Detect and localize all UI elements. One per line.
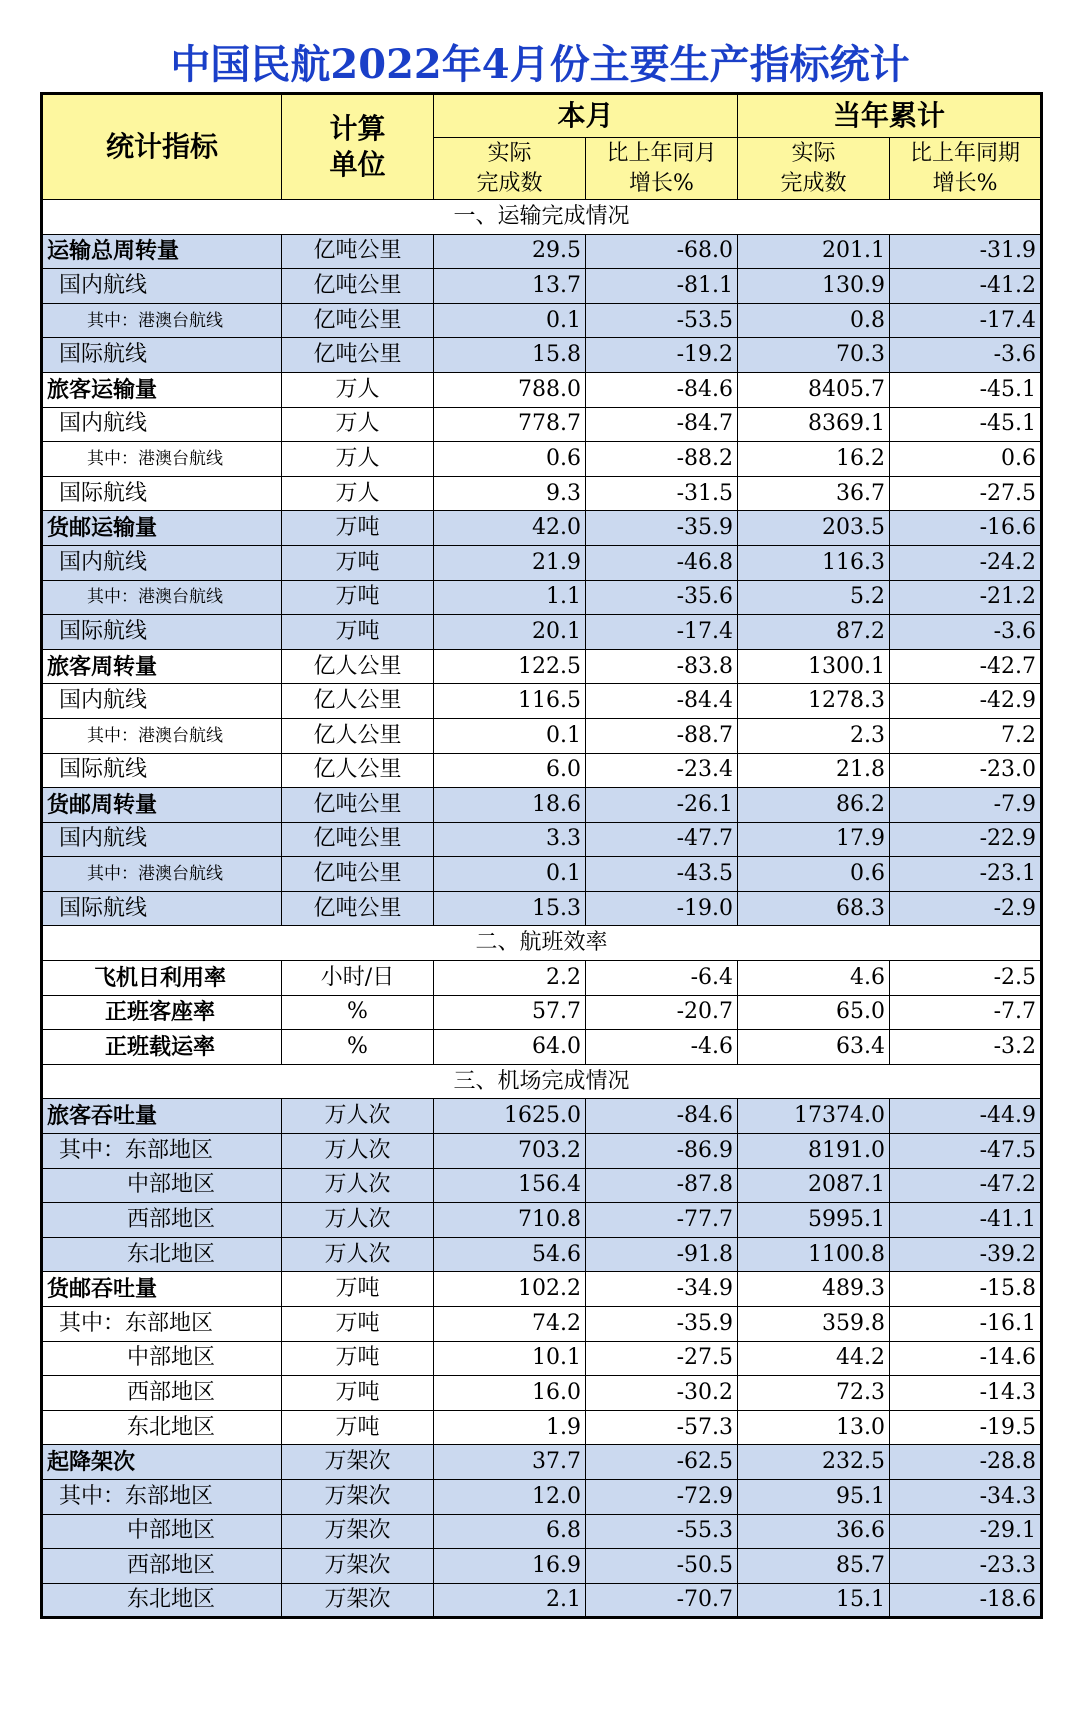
unit-cell: 万吨 <box>282 511 434 546</box>
month-growth-cell: -31.5 <box>586 476 738 511</box>
month-actual-cell: 102.2 <box>434 1272 586 1307</box>
indicator-name: 国内航线 <box>42 684 282 719</box>
month-actual-cell: 122.5 <box>434 649 586 684</box>
table-row <box>42 1341 1042 1376</box>
unit-cell: 小时/日 <box>282 961 434 996</box>
unit-cell: 万吨 <box>282 1376 434 1411</box>
ytd-actual-cell: 0.6 <box>738 857 890 892</box>
month-actual-cell: 710.8 <box>434 1203 586 1238</box>
header-month-actual: 实际 完成数 <box>434 138 586 200</box>
ytd-growth-cell: -2.5 <box>890 961 1042 996</box>
table-row <box>42 788 1042 823</box>
month-growth-cell: -35.9 <box>586 1307 738 1342</box>
indicator-name: 西部地区 <box>42 1549 282 1584</box>
indicator-name: 飞机日利用率 <box>42 961 282 996</box>
unit-cell: 万架次 <box>282 1549 434 1584</box>
ytd-actual-cell: 15.1 <box>738 1583 890 1618</box>
ytd-actual-cell: 16.2 <box>738 442 890 477</box>
indicator-name: 其中：港澳台航线 <box>42 442 282 477</box>
month-actual-cell: 37.7 <box>434 1445 586 1480</box>
unit-cell: 万吨 <box>282 615 434 650</box>
month-growth-cell: -20.7 <box>586 995 738 1030</box>
ytd-actual-cell: 21.8 <box>738 753 890 788</box>
ytd-actual-cell: 2.3 <box>738 718 890 753</box>
indicator-name: 起降架次 <box>42 1445 282 1480</box>
section-title: 二、航班效率 <box>42 926 1042 961</box>
month-growth-cell: -19.2 <box>586 338 738 373</box>
month-growth-cell: -27.5 <box>586 1341 738 1376</box>
month-growth-cell: -88.2 <box>586 442 738 477</box>
unit-cell: 亿人公里 <box>282 684 434 719</box>
unit-cell: 亿吨公里 <box>282 788 434 823</box>
ytd-growth-cell: -22.9 <box>890 822 1042 857</box>
stats-table-container <box>40 92 1040 1619</box>
month-growth-cell: -19.0 <box>586 891 738 926</box>
unit-cell: 亿吨公里 <box>282 234 434 269</box>
month-actual-cell: 64.0 <box>434 1030 586 1065</box>
table-row <box>42 338 1042 373</box>
month-growth-cell: -62.5 <box>586 1445 738 1480</box>
unit-cell: 亿吨公里 <box>282 857 434 892</box>
ytd-actual-cell: 68.3 <box>738 891 890 926</box>
month-actual-cell: 6.0 <box>434 753 586 788</box>
month-growth-cell: -86.9 <box>586 1134 738 1169</box>
unit-cell: 万人 <box>282 476 434 511</box>
ytd-actual-cell: 8405.7 <box>738 372 890 407</box>
ytd-growth-cell: -17.4 <box>890 303 1042 338</box>
month-growth-cell: -84.6 <box>586 372 738 407</box>
header-month-growth: 比上年同月 增长% <box>586 138 738 200</box>
table-row <box>42 753 1042 788</box>
table-row <box>42 649 1042 684</box>
unit-cell: 万人 <box>282 372 434 407</box>
table-row <box>42 545 1042 580</box>
unit-cell: 亿人公里 <box>282 753 434 788</box>
table-row <box>42 961 1042 996</box>
month-growth-cell: -23.4 <box>586 753 738 788</box>
indicator-name: 旅客运输量 <box>42 372 282 407</box>
ytd-actual-cell: 86.2 <box>738 788 890 823</box>
ytd-actual-cell: 359.8 <box>738 1307 890 1342</box>
month-growth-cell: -53.5 <box>586 303 738 338</box>
ytd-growth-cell: -28.8 <box>890 1445 1042 1480</box>
ytd-growth-cell: -44.9 <box>890 1099 1042 1134</box>
ytd-growth-cell: -47.2 <box>890 1168 1042 1203</box>
unit-cell: 亿吨公里 <box>282 338 434 373</box>
ytd-growth-cell: -42.9 <box>890 684 1042 719</box>
ytd-actual-cell: 63.4 <box>738 1030 890 1065</box>
table-row <box>42 1376 1042 1411</box>
table-row <box>42 1479 1042 1514</box>
indicator-name: 西部地区 <box>42 1376 282 1411</box>
indicator-name: 旅客吞吐量 <box>42 1099 282 1134</box>
unit-cell: 万架次 <box>282 1514 434 1549</box>
ytd-growth-cell: -21.2 <box>890 580 1042 615</box>
month-growth-cell: -81.1 <box>586 269 738 304</box>
stats-table-body <box>42 200 1042 1618</box>
month-actual-cell: 0.6 <box>434 442 586 477</box>
unit-cell: 万人 <box>282 407 434 442</box>
indicator-name: 货邮周转量 <box>42 788 282 823</box>
ytd-growth-cell: -23.3 <box>890 1549 1042 1584</box>
month-growth-cell: -72.9 <box>586 1479 738 1514</box>
table-row <box>42 1099 1042 1134</box>
ytd-growth-cell: -3.2 <box>890 1030 1042 1065</box>
table-row <box>42 1237 1042 1272</box>
unit-cell: 万人次 <box>282 1134 434 1169</box>
ytd-actual-cell: 1300.1 <box>738 649 890 684</box>
month-growth-cell: -77.7 <box>586 1203 738 1238</box>
month-actual-cell: 116.5 <box>434 684 586 719</box>
ytd-actual-cell: 203.5 <box>738 511 890 546</box>
table-row <box>42 822 1042 857</box>
ytd-actual-cell: 87.2 <box>738 615 890 650</box>
month-actual-cell: 2.1 <box>434 1583 586 1618</box>
unit-cell: 亿吨公里 <box>282 269 434 304</box>
indicator-name: 中部地区 <box>42 1341 282 1376</box>
ytd-growth-cell: -16.1 <box>890 1307 1042 1342</box>
unit-cell: 万人次 <box>282 1203 434 1238</box>
indicator-name: 国际航线 <box>42 891 282 926</box>
table-row <box>42 1514 1042 1549</box>
ytd-growth-cell: -15.8 <box>890 1272 1042 1307</box>
indicator-name: 其中：港澳台航线 <box>42 718 282 753</box>
indicator-name: 国际航线 <box>42 753 282 788</box>
indicator-name: 货邮吞吐量 <box>42 1272 282 1307</box>
month-actual-cell: 15.8 <box>434 338 586 373</box>
table-row <box>42 718 1042 753</box>
unit-cell: 万架次 <box>282 1479 434 1514</box>
month-growth-cell: -84.6 <box>586 1099 738 1134</box>
month-actual-cell: 3.3 <box>434 822 586 857</box>
ytd-growth-cell: -2.9 <box>890 891 1042 926</box>
indicator-name: 运输总周转量 <box>42 234 282 269</box>
ytd-actual-cell: 36.6 <box>738 1514 890 1549</box>
header-this-month: 本月 <box>434 94 738 138</box>
ytd-actual-cell: 85.7 <box>738 1549 890 1584</box>
section-title: 三、机场完成情况 <box>42 1064 1042 1099</box>
ytd-actual-cell: 70.3 <box>738 338 890 373</box>
month-growth-cell: -55.3 <box>586 1514 738 1549</box>
indicator-name: 国际航线 <box>42 476 282 511</box>
table-row <box>42 1272 1042 1307</box>
ytd-growth-cell: -18.6 <box>890 1583 1042 1618</box>
ytd-actual-cell: 8369.1 <box>738 407 890 442</box>
table-row <box>42 407 1042 442</box>
month-growth-cell: -4.6 <box>586 1030 738 1065</box>
ytd-actual-cell: 2087.1 <box>738 1168 890 1203</box>
unit-cell: 万吨 <box>282 1341 434 1376</box>
month-growth-cell: -35.6 <box>586 580 738 615</box>
ytd-actual-cell: 65.0 <box>738 995 890 1030</box>
unit-cell: 万人 <box>282 442 434 477</box>
ytd-actual-cell: 232.5 <box>738 1445 890 1480</box>
month-growth-cell: -35.9 <box>586 511 738 546</box>
unit-cell: 万吨 <box>282 1307 434 1342</box>
unit-cell: 亿吨公里 <box>282 891 434 926</box>
table-row <box>42 234 1042 269</box>
indicator-name: 其中：港澳台航线 <box>42 303 282 338</box>
month-actual-cell: 20.1 <box>434 615 586 650</box>
table-row <box>42 269 1042 304</box>
indicator-name: 西部地区 <box>42 1203 282 1238</box>
table-row <box>42 476 1042 511</box>
ytd-actual-cell: 0.8 <box>738 303 890 338</box>
unit-cell: 万吨 <box>282 1272 434 1307</box>
month-actual-cell: 2.2 <box>434 961 586 996</box>
month-growth-cell: -6.4 <box>586 961 738 996</box>
indicator-name: 国内航线 <box>42 822 282 857</box>
ytd-actual-cell: 489.3 <box>738 1272 890 1307</box>
table-row <box>42 303 1042 338</box>
unit-cell: 亿人公里 <box>282 718 434 753</box>
ytd-growth-cell: -27.5 <box>890 476 1042 511</box>
table-row <box>42 1307 1042 1342</box>
table-row <box>42 1549 1042 1584</box>
ytd-growth-cell: -41.1 <box>890 1203 1042 1238</box>
month-actual-cell: 16.9 <box>434 1549 586 1584</box>
table-row <box>42 1583 1042 1618</box>
table-row <box>42 857 1042 892</box>
ytd-growth-cell: -24.2 <box>890 545 1042 580</box>
month-actual-cell: 0.1 <box>434 303 586 338</box>
ytd-actual-cell: 36.7 <box>738 476 890 511</box>
table-row <box>42 995 1042 1030</box>
month-actual-cell: 21.9 <box>434 545 586 580</box>
ytd-growth-cell: 7.2 <box>890 718 1042 753</box>
month-growth-cell: -17.4 <box>586 615 738 650</box>
ytd-growth-cell: -3.6 <box>890 615 1042 650</box>
month-actual-cell: 15.3 <box>434 891 586 926</box>
indicator-name: 正班客座率 <box>42 995 282 1030</box>
header-ytd-growth: 比上年同期 增长% <box>890 138 1042 200</box>
month-growth-cell: -46.8 <box>586 545 738 580</box>
header-indicator: 统计指标 <box>42 94 282 200</box>
table-row <box>42 684 1042 719</box>
ytd-growth-cell: -34.3 <box>890 1479 1042 1514</box>
month-actual-cell: 74.2 <box>434 1307 586 1342</box>
ytd-actual-cell: 72.3 <box>738 1376 890 1411</box>
month-actual-cell: 0.1 <box>434 718 586 753</box>
month-actual-cell: 12.0 <box>434 1479 586 1514</box>
ytd-growth-cell: -14.3 <box>890 1376 1042 1411</box>
month-growth-cell: -43.5 <box>586 857 738 892</box>
ytd-actual-cell: 44.2 <box>738 1341 890 1376</box>
month-actual-cell: 778.7 <box>434 407 586 442</box>
month-actual-cell: 29.5 <box>434 234 586 269</box>
month-growth-cell: -34.9 <box>586 1272 738 1307</box>
ytd-actual-cell: 1278.3 <box>738 684 890 719</box>
ytd-growth-cell: -42.7 <box>890 649 1042 684</box>
ytd-growth-cell: -39.2 <box>890 1237 1042 1272</box>
month-growth-cell: -50.5 <box>586 1549 738 1584</box>
table-row <box>42 1030 1042 1065</box>
unit-cell: 万架次 <box>282 1445 434 1480</box>
ytd-actual-cell: 201.1 <box>738 234 890 269</box>
table-row <box>42 1445 1042 1480</box>
unit-cell: 万人次 <box>282 1099 434 1134</box>
unit-cell: 万吨 <box>282 580 434 615</box>
indicator-name: 其中：港澳台航线 <box>42 580 282 615</box>
ytd-growth-cell: -45.1 <box>890 372 1042 407</box>
ytd-actual-cell: 17374.0 <box>738 1099 890 1134</box>
unit-cell: 万架次 <box>282 1583 434 1618</box>
table-row <box>42 1168 1042 1203</box>
month-growth-cell: -57.3 <box>586 1410 738 1445</box>
ytd-growth-cell: -23.0 <box>890 753 1042 788</box>
header-ytd-actual: 实际 完成数 <box>738 138 890 200</box>
month-growth-cell: -84.7 <box>586 407 738 442</box>
unit-cell: 亿吨公里 <box>282 303 434 338</box>
indicator-name: 东北地区 <box>42 1410 282 1445</box>
ytd-actual-cell: 130.9 <box>738 269 890 304</box>
indicator-name: 其中：东部地区 <box>42 1307 282 1342</box>
ytd-actual-cell: 5.2 <box>738 580 890 615</box>
month-actual-cell: 10.1 <box>434 1341 586 1376</box>
stats-table <box>40 92 1043 1619</box>
page-title: 中国民航2022年4月份主要生产指标统计 <box>170 41 910 88</box>
month-actual-cell: 1.9 <box>434 1410 586 1445</box>
month-growth-cell: -70.7 <box>586 1583 738 1618</box>
ytd-actual-cell: 95.1 <box>738 1479 890 1514</box>
indicator-name: 东北地区 <box>42 1237 282 1272</box>
month-actual-cell: 1625.0 <box>434 1099 586 1134</box>
header-unit: 计算 单位 <box>282 94 434 200</box>
month-actual-cell: 18.6 <box>434 788 586 823</box>
ytd-actual-cell: 17.9 <box>738 822 890 857</box>
month-actual-cell: 42.0 <box>434 511 586 546</box>
ytd-actual-cell: 4.6 <box>738 961 890 996</box>
month-actual-cell: 54.6 <box>434 1237 586 1272</box>
indicator-name: 正班载运率 <box>42 1030 282 1065</box>
table-row <box>42 511 1042 546</box>
month-growth-cell: -26.1 <box>586 788 738 823</box>
indicator-name: 其中：港澳台航线 <box>42 857 282 892</box>
section-row <box>42 1064 1042 1099</box>
ytd-growth-cell: -3.6 <box>890 338 1042 373</box>
unit-cell: % <box>282 995 434 1030</box>
indicator-name: 国际航线 <box>42 338 282 373</box>
section-title: 一、运输完成情况 <box>42 200 1042 235</box>
ytd-actual-cell: 13.0 <box>738 1410 890 1445</box>
table-row <box>42 1410 1042 1445</box>
month-growth-cell: -84.4 <box>586 684 738 719</box>
month-actual-cell: 788.0 <box>434 372 586 407</box>
ytd-actual-cell: 5995.1 <box>738 1203 890 1238</box>
table-row <box>42 615 1042 650</box>
ytd-growth-cell: -29.1 <box>890 1514 1042 1549</box>
month-actual-cell: 0.1 <box>434 857 586 892</box>
month-actual-cell: 1.1 <box>434 580 586 615</box>
table-row <box>42 372 1042 407</box>
unit-cell: 万人次 <box>282 1168 434 1203</box>
ytd-growth-cell: -31.9 <box>890 234 1042 269</box>
section-row <box>42 200 1042 235</box>
indicator-name: 国内航线 <box>42 407 282 442</box>
month-growth-cell: -30.2 <box>586 1376 738 1411</box>
ytd-actual-cell: 1100.8 <box>738 1237 890 1272</box>
month-actual-cell: 6.8 <box>434 1514 586 1549</box>
month-growth-cell: -87.8 <box>586 1168 738 1203</box>
ytd-growth-cell: 0.6 <box>890 442 1042 477</box>
ytd-actual-cell: 8191.0 <box>738 1134 890 1169</box>
unit-cell: 万吨 <box>282 545 434 580</box>
ytd-growth-cell: -45.1 <box>890 407 1042 442</box>
ytd-growth-cell: -7.9 <box>890 788 1042 823</box>
ytd-growth-cell: -23.1 <box>890 857 1042 892</box>
ytd-growth-cell: -16.6 <box>890 511 1042 546</box>
ytd-growth-cell: -19.5 <box>890 1410 1042 1445</box>
month-growth-cell: -68.0 <box>586 234 738 269</box>
indicator-name: 国内航线 <box>42 545 282 580</box>
unit-cell: 亿人公里 <box>282 649 434 684</box>
indicator-name: 中部地区 <box>42 1514 282 1549</box>
indicator-name: 国内航线 <box>42 269 282 304</box>
indicator-name: 其中：东部地区 <box>42 1479 282 1514</box>
month-growth-cell: -91.8 <box>586 1237 738 1272</box>
ytd-growth-cell: -7.7 <box>890 995 1042 1030</box>
month-growth-cell: -47.7 <box>586 822 738 857</box>
ytd-growth-cell: -47.5 <box>890 1134 1042 1169</box>
section-row <box>42 926 1042 961</box>
header-ytd: 当年累计 <box>738 94 1042 138</box>
table-row <box>42 1203 1042 1238</box>
table-row <box>42 1134 1042 1169</box>
month-actual-cell: 703.2 <box>434 1134 586 1169</box>
ytd-growth-cell: -14.6 <box>890 1341 1042 1376</box>
table-row <box>42 891 1042 926</box>
indicator-name: 中部地区 <box>42 1168 282 1203</box>
month-actual-cell: 57.7 <box>434 995 586 1030</box>
unit-cell: 万人次 <box>282 1237 434 1272</box>
ytd-actual-cell: 116.3 <box>738 545 890 580</box>
unit-cell: 亿吨公里 <box>282 822 434 857</box>
indicator-name: 旅客周转量 <box>42 649 282 684</box>
month-growth-cell: -83.8 <box>586 649 738 684</box>
indicator-name: 其中：东部地区 <box>42 1134 282 1169</box>
indicator-name: 东北地区 <box>42 1583 282 1618</box>
table-row <box>42 580 1042 615</box>
indicator-name: 货邮运输量 <box>42 511 282 546</box>
unit-cell: % <box>282 1030 434 1065</box>
unit-cell: 万吨 <box>282 1410 434 1445</box>
month-actual-cell: 13.7 <box>434 269 586 304</box>
month-actual-cell: 16.0 <box>434 1376 586 1411</box>
ytd-growth-cell: -41.2 <box>890 269 1042 304</box>
indicator-name: 国际航线 <box>42 615 282 650</box>
month-actual-cell: 156.4 <box>434 1168 586 1203</box>
month-actual-cell: 9.3 <box>434 476 586 511</box>
month-growth-cell: -88.7 <box>586 718 738 753</box>
table-row <box>42 442 1042 477</box>
